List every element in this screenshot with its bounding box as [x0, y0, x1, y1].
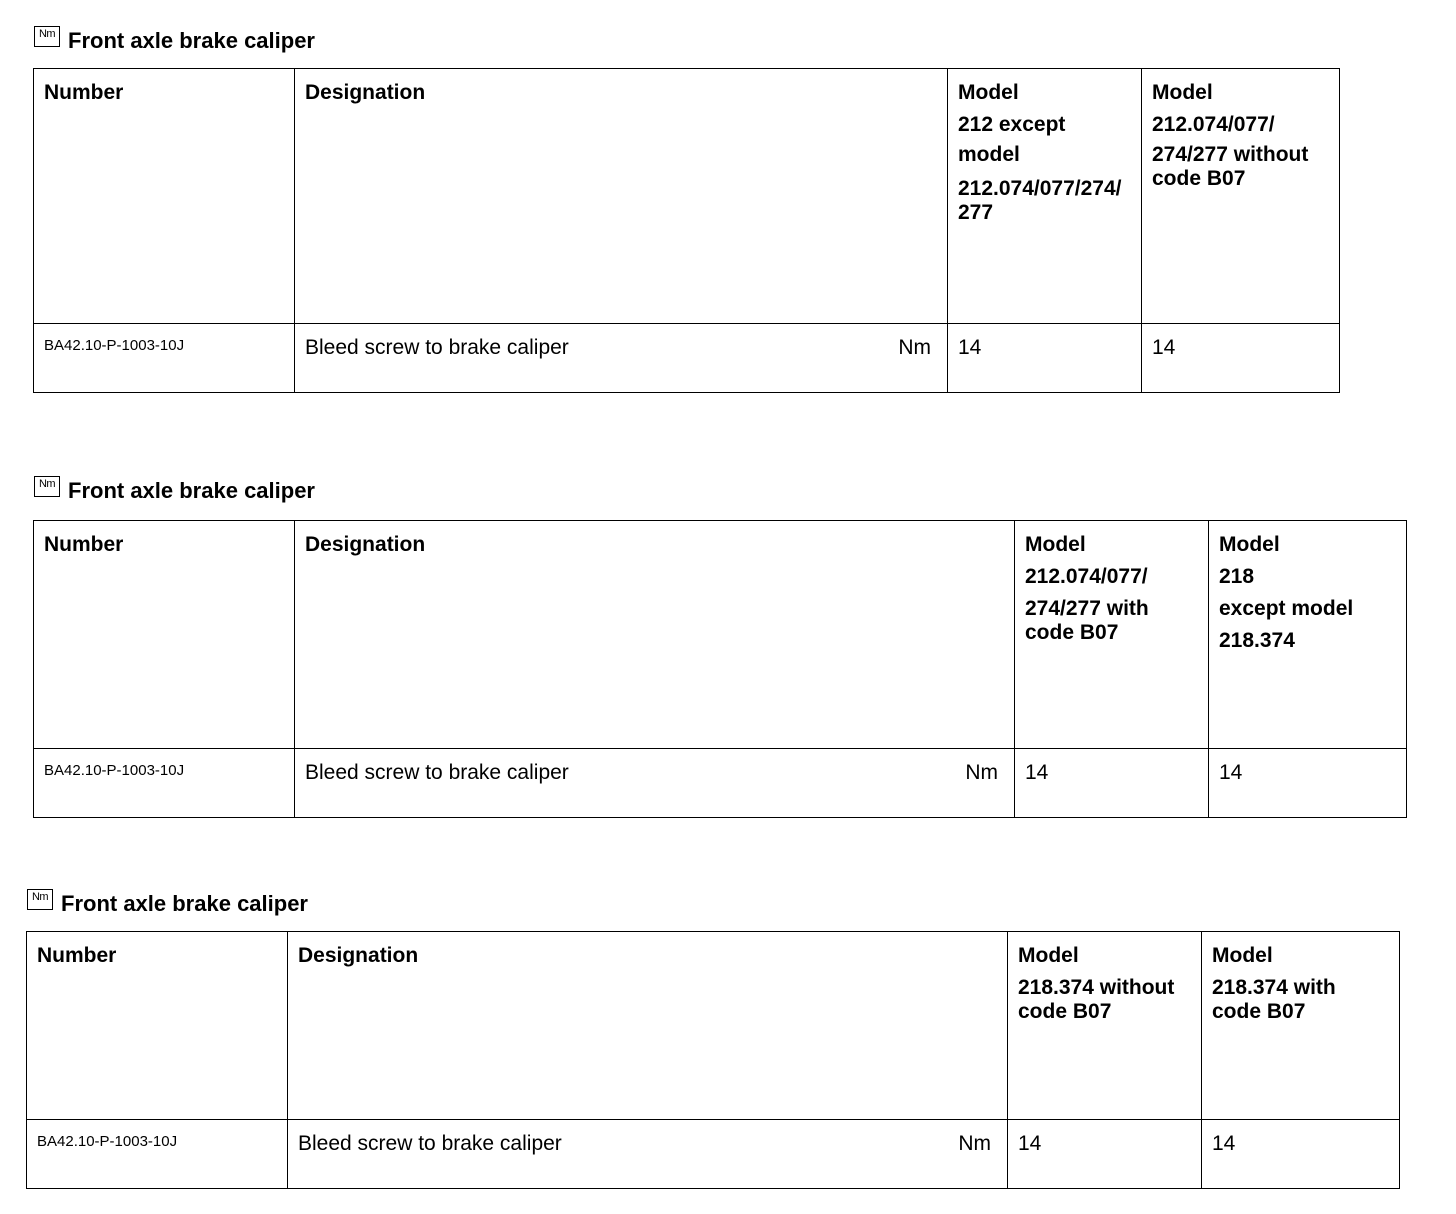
model-line: code B07: [1152, 167, 1246, 190]
model-title: Model: [1018, 944, 1079, 967]
section-3-heading: [27, 891, 308, 917]
model-line: 212 except: [958, 113, 1066, 136]
header-model-col1: [948, 69, 1142, 324]
header-designation: Designation: [288, 932, 1008, 1120]
designation-text: Bleed screw to brake caliper: [305, 336, 569, 359]
row-number: BA42.10-P-1003-10J: [27, 1120, 288, 1189]
row-value-col1: 14: [1015, 749, 1209, 818]
model-line: 212.074/077/274/: [958, 177, 1122, 200]
header-number: Number: [27, 932, 288, 1120]
header-designation: Designation: [295, 521, 1015, 749]
row-value-col1: 14: [1008, 1120, 1202, 1189]
designation-text: Bleed screw to brake caliper: [298, 1132, 562, 1155]
model-line: 212.074/077/: [1025, 565, 1148, 588]
section-1-heading: [34, 28, 315, 54]
model-line: 212.074/077/: [1152, 113, 1275, 136]
row-number: BA42.10-P-1003-10J: [34, 749, 295, 818]
model-line: 218.374: [1219, 629, 1295, 652]
header-model-col2: [1202, 932, 1400, 1120]
row-designation: [288, 1120, 1008, 1189]
row-value-col2: 14: [1209, 749, 1407, 818]
torque-table-3: [26, 931, 1400, 1189]
model-line: except model: [1219, 597, 1354, 620]
torque-nm-icon: Nm: [34, 476, 60, 497]
unit-label: Nm: [965, 761, 998, 784]
model-line: 274/277 with: [1025, 597, 1149, 620]
header-number: Number: [34, 521, 295, 749]
torque-nm-icon: Nm: [27, 889, 53, 910]
model-line: code B07: [1025, 621, 1119, 644]
model-title: Model: [1219, 533, 1280, 556]
section-title: Front axle brake caliper: [68, 478, 315, 503]
section-title: Front axle brake caliper: [68, 28, 315, 53]
model-line: code B07: [1018, 1000, 1112, 1023]
model-line: model: [958, 143, 1020, 166]
header-model-col2: [1209, 521, 1407, 749]
torque-table-1: [33, 68, 1340, 393]
section-title: Front axle brake caliper: [61, 891, 308, 916]
row-value-col1: 14: [948, 324, 1142, 393]
header-model-col1: [1008, 932, 1202, 1120]
designation-text: Bleed screw to brake caliper: [305, 761, 569, 784]
row-value-col2: 14: [1202, 1120, 1400, 1189]
torque-table-2: [33, 520, 1407, 818]
model-line: 218.374 with: [1212, 976, 1336, 999]
model-line: 277: [958, 201, 994, 224]
model-title: Model: [958, 81, 1019, 104]
header-number: Number: [34, 69, 295, 324]
model-title: Model: [1152, 81, 1213, 104]
section-2-heading: [34, 478, 315, 504]
row-designation: [295, 324, 948, 393]
model-line: 274/277 without: [1152, 143, 1309, 166]
torque-nm-icon: Nm: [34, 26, 60, 47]
header-model-col2: [1142, 69, 1340, 324]
unit-label: Nm: [898, 336, 931, 359]
model-line: 218: [1219, 565, 1255, 588]
model-line: code B07: [1212, 1000, 1306, 1023]
model-title: Model: [1025, 533, 1086, 556]
row-value-col2: 14: [1142, 324, 1340, 393]
row-designation: [295, 749, 1015, 818]
header-model-col1: [1015, 521, 1209, 749]
model-line: 218.374 without: [1018, 976, 1175, 999]
header-designation: Designation: [295, 69, 948, 324]
unit-label: Nm: [958, 1132, 991, 1155]
row-number: BA42.10-P-1003-10J: [34, 324, 295, 393]
model-title: Model: [1212, 944, 1273, 967]
